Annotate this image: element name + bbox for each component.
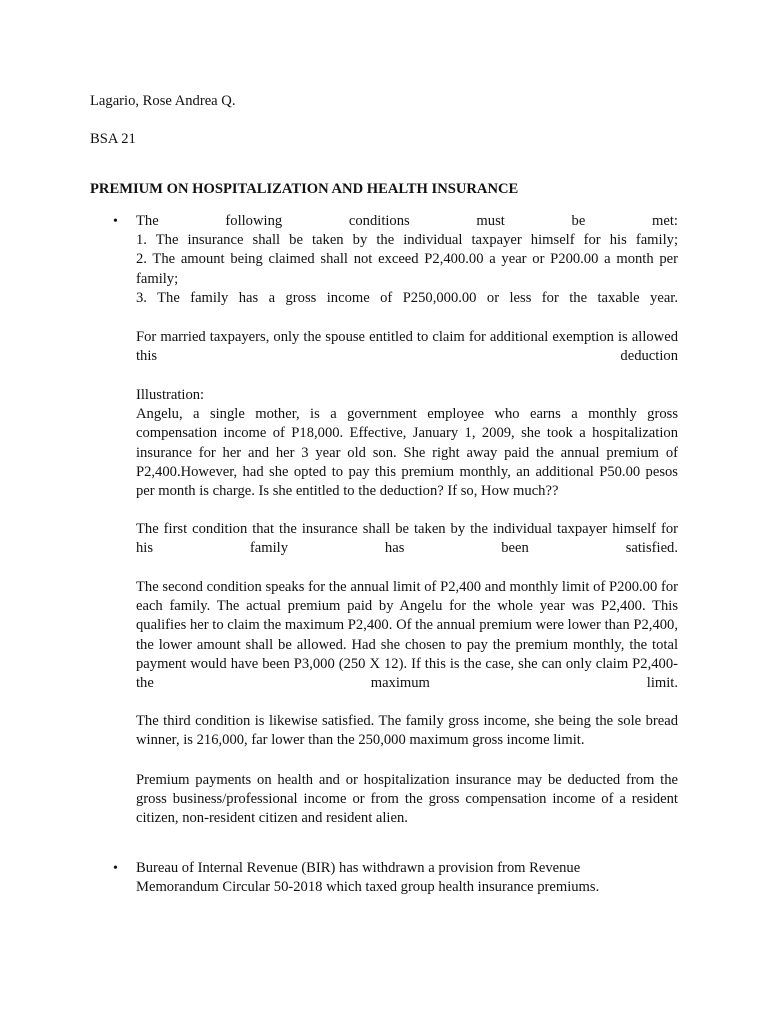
condition-item-1: 1. The insurance shall be taken by the individual taxpayer himself for his family; bbox=[136, 232, 678, 249]
third-condition-paragraph: The third condition is likewise satisfied. The family gross income, she being the sole bread winner, is 216,000, far lower than the 250,000 maximum gross income limit. bbox=[136, 713, 678, 749]
bullet-icon: • bbox=[113, 214, 118, 229]
married-taxpayers-text: For married taxpayers, only the spouse entitled to claim for additional exemption is allowed this deduction bbox=[136, 329, 678, 365]
document-title: PREMIUM ON HOSPITALIZATION AND HEALTH INSURANCE bbox=[90, 181, 519, 197]
first-condition-paragraph: The first condition that the insurance shall be taken by the individual taxpayer himself for his family has been satisfied. bbox=[136, 521, 678, 557]
conditions-intro: The following conditions must be met: bbox=[136, 213, 678, 229]
condition-item-3: 3. The family has a gross income of P250,000.00 or less for the taxable year. bbox=[136, 289, 678, 306]
conditions-list bbox=[136, 212, 678, 308]
second-condition-paragraph: The second condition speaks for the annual limit of P2,400 and monthly limit of P200.00 for each family. The actual premium paid by Angelu for the whole year was P2,400. This qualifies her to claim the maximum P2,400. Of the annual premium were lower than P2,400, the lower amount shall be allowed. Had she chosen to pay the premium monthly, the total payment would have been P3,000 (250 X 12). If this is the case, she can only claim P2,400- the maximum limit. bbox=[136, 579, 678, 692]
illustration-block bbox=[136, 386, 678, 501]
bir-text-line-1: Bureau of Internal Revenue (BIR) has withdrawn a provision from Revenue bbox=[136, 860, 581, 876]
married-taxpayers-note bbox=[136, 328, 678, 366]
bir-text-line-2: Memorandum Circular 50-2018 which taxed group health insurance premiums. bbox=[136, 879, 600, 896]
illustration-label: Illustration: bbox=[136, 387, 205, 403]
condition-item-2: 2. The amount being claimed shall not exceed P2,400.00 a year or P200.00 a month per family; bbox=[136, 251, 678, 287]
bullet-icon: • bbox=[113, 861, 118, 876]
premium-payments-paragraph: Premium payments on health and or hospitalization insurance may be deducted from the gross business/professional income or from the gross compensation income of a resident citizen, non-resident citizen and resident alien. bbox=[136, 772, 678, 827]
course-code: BSA 21 bbox=[90, 131, 136, 147]
bir-paragraph bbox=[136, 859, 678, 897]
illustration-text: Angelu, a single mother, is a government employee who earns a monthly gross compensation income of P18,000. Effective, January 1, 2009, she took a hospitalization insurance for her and her 3 year old son. She right away paid the annual premium of P2,400.However, had she opted to pay this premium monthly, an additional P50.00 pesos per month is charge. Is she entitled to the deduction? If so, How much?? bbox=[136, 406, 678, 500]
author-name: Lagario, Rose Andrea Q. bbox=[90, 93, 236, 109]
